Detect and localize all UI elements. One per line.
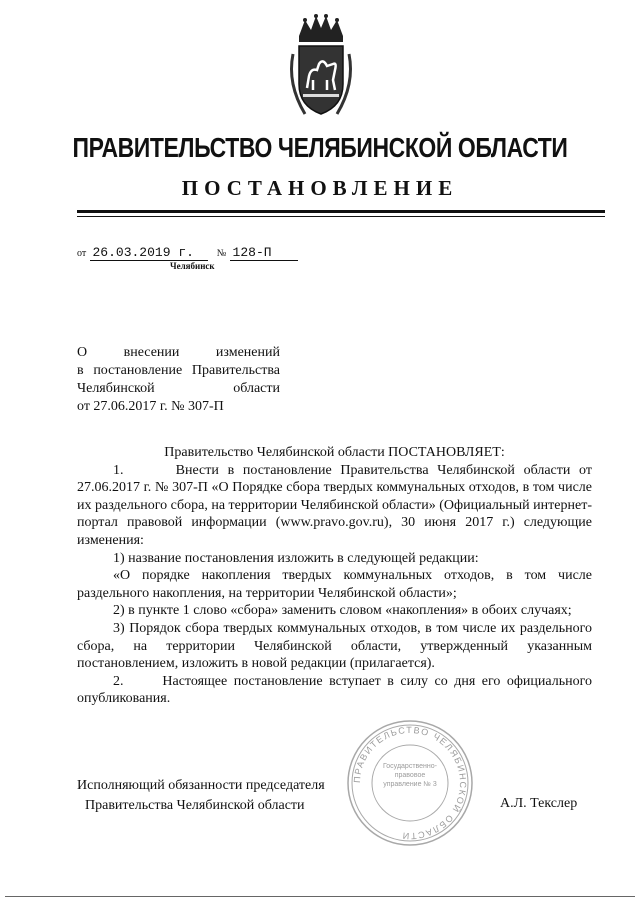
signatory-position bbox=[77, 776, 325, 816]
paragraph-1-item-3: 3) Порядок сбора твердых коммунальных отходов, в том числе их раздельного сбора, на территории Челябинской области, утвержденный указанным постановлением, изложить в новой редакции (прилагается). bbox=[77, 620, 592, 672]
coat-of-arms-emblem bbox=[285, 14, 357, 124]
document-date: 26.03.2019 г. bbox=[90, 245, 208, 261]
date-number-line bbox=[77, 244, 298, 261]
document-type: ПОСТАНОВЛЕНИЕ bbox=[181, 176, 459, 200]
header-rule-thick bbox=[77, 210, 605, 213]
signatory-position-line: Правительства Челябинской области bbox=[85, 798, 305, 813]
subject-line: в постановление Правительства bbox=[77, 363, 280, 378]
subject-block bbox=[77, 344, 280, 416]
seal-center-text: Государственно-правовое управление № 3 bbox=[382, 763, 438, 788]
paragraph-2: 2. Настоящее постановление вступает в силу со дня его официального опубликования. bbox=[77, 673, 596, 707]
page-bottom-edge bbox=[5, 896, 635, 897]
government-title: ПРАВИТЕЛЬСТВО ЧЕЛЯБИНСКОЙ ОБЛАСТИ bbox=[72, 132, 568, 163]
paragraph-1-item-2: 2) в пункте 1 слово «сбора» заменить словом «накопления» в обоих случаях; bbox=[113, 603, 572, 619]
subject-line: от 27.06.2017 г. № 307-П bbox=[77, 399, 224, 414]
subject-line: О внесении изменений bbox=[77, 345, 280, 360]
signatory-name: А.Л. Текслер bbox=[500, 796, 578, 811]
paragraph-1: 1. Внести в постановление Правительства Челябинской области от 27.06.2017 г. № 307-П «О Порядке сбора твердых коммунальных отходов, в том числе их раздельного сбора, на территории Челябинской области» (Официальный интернет-портал правовой информации (www.pravo.gov.ru), 30 июня 2017 г.) следующие изменения: bbox=[77, 462, 596, 548]
signatory-position-line: Исполняющий обязанности председателя bbox=[77, 778, 325, 793]
number-prefix: № bbox=[216, 248, 227, 259]
date-prefix: от bbox=[77, 248, 87, 259]
preamble: Правительство Челябинской области ПОСТАНОВЛЯЕТ: bbox=[164, 445, 505, 460]
document-number: 128-П bbox=[230, 245, 298, 261]
official-seal bbox=[345, 718, 475, 848]
seal-outer-text: ПРАВИТЕЛЬСТВО ЧЕЛЯБИНСКОЙ ОБЛАСТИ bbox=[351, 724, 469, 842]
paragraph-1-quote: «О порядке накопления твердых коммунальных отходов, в том числе раздельного накопления, на территории Челябинской области»; bbox=[77, 568, 592, 601]
document-body bbox=[77, 444, 596, 708]
subject-line: Челябинской области bbox=[77, 381, 280, 396]
paragraph-1-item-1: 1) название постановления изложить в следующей редакции: bbox=[113, 550, 479, 566]
header-rule-thin bbox=[77, 216, 605, 217]
city: Челябинск bbox=[170, 261, 215, 271]
